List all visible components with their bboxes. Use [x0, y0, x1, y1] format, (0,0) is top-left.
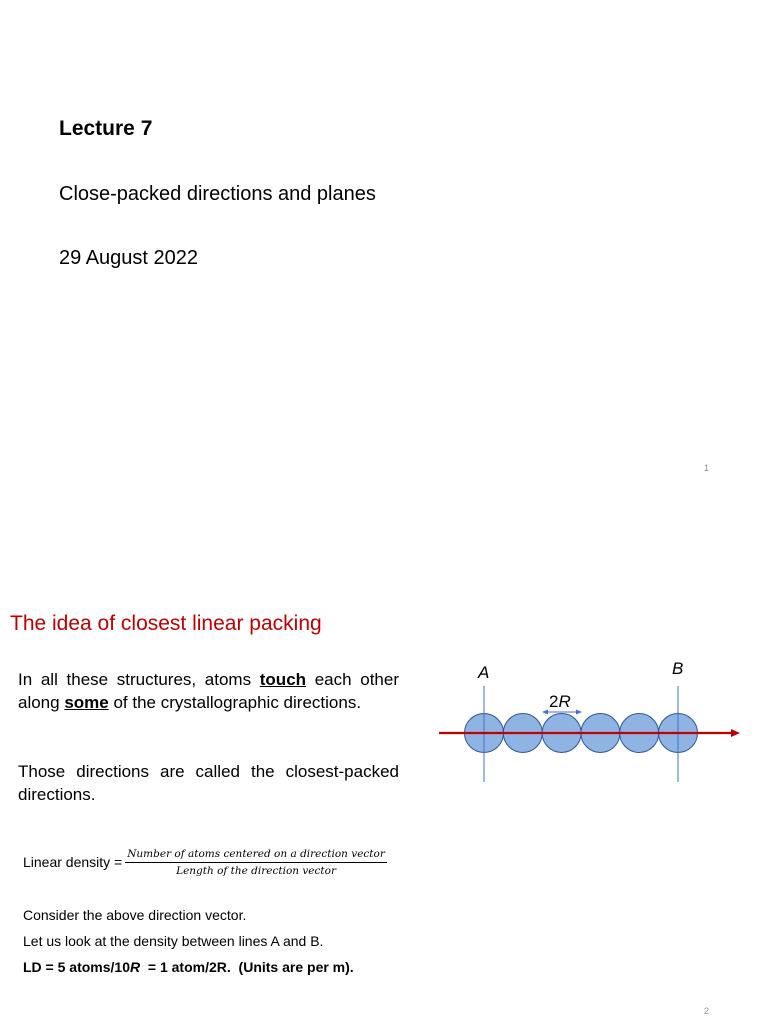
lecture-subtitle: Close-packed directions and planes	[59, 183, 376, 205]
spacing-arrow-left-head	[542, 710, 548, 715]
intro-text-3: of the crystallographic directions.	[108, 693, 362, 712]
label-2r-coefficient: 2	[549, 692, 559, 711]
density-between-lines-text: Let us look at the density between lines A and B.	[23, 933, 324, 949]
emphasis-touch: touch	[259, 670, 307, 689]
ld-result-part-1: LD = 5 atoms/10	[23, 959, 130, 975]
formula-numerator: Number of atoms centered on a direction vector	[125, 848, 387, 863]
linear-density-formula	[23, 845, 387, 879]
close-packed-diagram	[430, 650, 750, 790]
page-number-1: 1	[704, 463, 710, 473]
label-a: A	[478, 663, 490, 682]
ld-result-part-2: = 1 atom/2R. (Units are per m).	[140, 959, 354, 975]
emphasis-some: some	[64, 693, 109, 712]
formula-fraction	[125, 848, 387, 877]
lecture-date: 29 August 2022	[59, 247, 199, 269]
intro-text-1: In all these structures, atoms	[18, 670, 260, 689]
slide-title: The idea of closest linear packing	[10, 612, 322, 635]
intro-paragraph	[18, 668, 399, 714]
label-2r-radius: R	[558, 692, 571, 711]
ld-result-radius: R	[130, 959, 141, 975]
consider-text: Consider the above direction vector.	[23, 907, 247, 923]
direction-vector-arrowhead	[731, 729, 740, 737]
closest-packed-paragraph: Those directions are called the closest-packed directions.	[18, 762, 399, 804]
lecture-title: Lecture 7	[59, 117, 153, 140]
spacing-arrow-right-head	[576, 710, 582, 715]
formula-denominator: Length of the direction vector	[176, 864, 336, 877]
ld-result	[23, 959, 354, 975]
label-2r	[549, 692, 571, 711]
page-number-2: 2	[704, 1006, 710, 1016]
formula-label: Linear density =	[23, 854, 123, 870]
intro-text-2: each other along	[18, 670, 399, 712]
label-b: B	[672, 659, 684, 678]
